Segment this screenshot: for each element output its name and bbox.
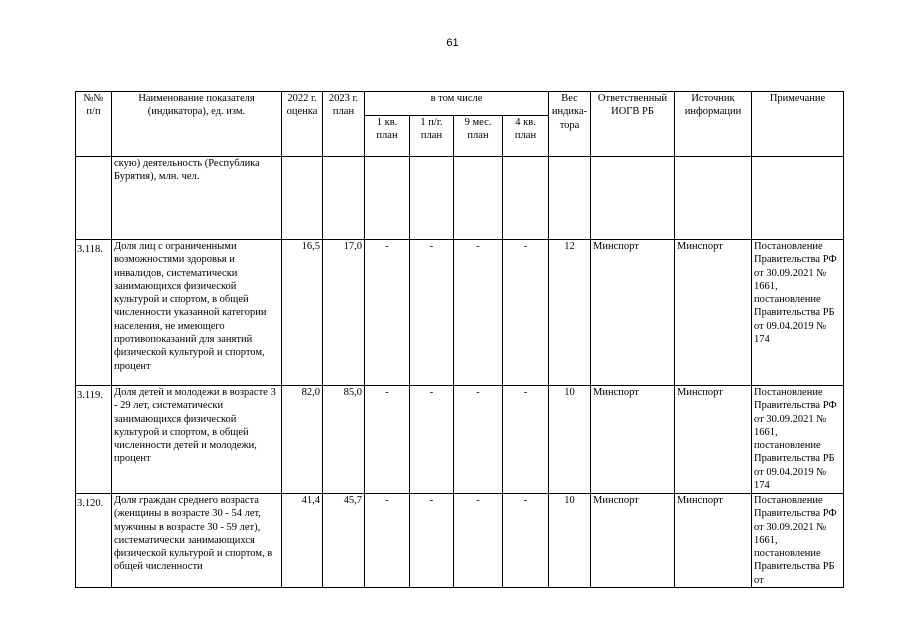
- row-2023: 45,7: [323, 494, 365, 588]
- row-id: 3.120.: [76, 494, 112, 588]
- header-h1: 1 п/г. план: [410, 116, 454, 157]
- header-q4: 4 кв. план: [503, 116, 549, 157]
- header-2022: 2022 г. оценка: [282, 92, 323, 157]
- row-2023: [323, 157, 365, 240]
- row-q1: -: [365, 386, 410, 494]
- row-name: Доля граждан среднего возраста (женщины в возрасте 30 - 54 лет, мужчины в возрасте 30 - 59 лет), систематически занимающихся физической культурой и спортом, в общей численности: [112, 494, 282, 588]
- row-2022: 82,0: [282, 386, 323, 494]
- header-weight: Вес индика-тора: [549, 92, 591, 157]
- row-note: [752, 157, 844, 240]
- table-row: [76, 386, 844, 494]
- row-source: [675, 157, 752, 240]
- row-q1: -: [365, 494, 410, 588]
- row-weight: [549, 157, 591, 240]
- row-h1: [410, 157, 454, 240]
- row-9m: -: [454, 386, 503, 494]
- row-h1: -: [410, 494, 454, 588]
- row-9m: [454, 157, 503, 240]
- row-id: 3.119.: [76, 386, 112, 494]
- table-row: [76, 157, 844, 240]
- row-weight: 10: [549, 386, 591, 494]
- header-source: Источник информации: [675, 92, 752, 157]
- table-row: [76, 240, 844, 386]
- row-q4: -: [503, 386, 549, 494]
- row-source: Минспорт: [675, 240, 752, 386]
- row-note: Постановление Правительства РФ от 30.09.2021 № 1661, постановление Правительства РБ от: [752, 494, 844, 588]
- row-name: Доля лиц с ограниченными возможностями здоровья и инвалидов, систематически занимающихся физической культурой и спортом, в общей численности указанной категории населения, не имеющего противопоказаний для занятий физической культурой и спортом, процент: [112, 240, 282, 386]
- row-responsible: Минспорт: [591, 494, 675, 588]
- row-id: 3.118.: [76, 240, 112, 386]
- row-q1: -: [365, 240, 410, 386]
- row-responsible: Минспорт: [591, 240, 675, 386]
- header-note: Примечание: [752, 92, 844, 157]
- row-q4: -: [503, 240, 549, 386]
- row-note: Постановление Правительства РФ от 30.09.2021 № 1661, постановление Правительства РБ от 09.04.2019 № 174: [752, 386, 844, 494]
- header-num: №№ п/п: [76, 92, 112, 157]
- row-2022: 41,4: [282, 494, 323, 588]
- row-9m: -: [454, 494, 503, 588]
- row-q1: [365, 157, 410, 240]
- header-group: в том числе: [365, 92, 549, 116]
- row-2022: 16,5: [282, 240, 323, 386]
- row-responsible: [591, 157, 675, 240]
- header-2023: 2023 г. план: [323, 92, 365, 157]
- row-2023: 85,0: [323, 386, 365, 494]
- row-responsible: Минспорт: [591, 386, 675, 494]
- row-2022: [282, 157, 323, 240]
- page-number: 61: [446, 37, 459, 49]
- row-9m: -: [454, 240, 503, 386]
- row-note: Постановление Правительства РФ от 30.09.2021 № 1661, постановление Правительства РБ от 09.04.2019 № 174: [752, 240, 844, 386]
- header-q1: 1 кв. план: [365, 116, 410, 157]
- header-9m: 9 мес. план: [454, 116, 503, 157]
- header-row: [76, 92, 844, 116]
- row-weight: 12: [549, 240, 591, 386]
- row-id: [76, 157, 112, 240]
- row-h1: -: [410, 240, 454, 386]
- row-weight: 10: [549, 494, 591, 588]
- header-name: Наименование показателя (индикатора), ед. изм.: [112, 92, 282, 157]
- row-source: Минспорт: [675, 386, 752, 494]
- row-h1: -: [410, 386, 454, 494]
- indicators-table: [75, 91, 844, 588]
- row-name: Доля детей и молодежи в возрасте 3 - 29 лет, систематически занимающихся физической культурой и спортом, в общей численности детей и молодежи, процент: [112, 386, 282, 494]
- row-q4: -: [503, 494, 549, 588]
- table-row: [76, 494, 844, 588]
- row-2023: 17,0: [323, 240, 365, 386]
- row-q4: [503, 157, 549, 240]
- header-responsible: Ответственный ИОГВ РБ: [591, 92, 675, 157]
- row-source: Минспорт: [675, 494, 752, 588]
- row-name: скую) деятельность (Республика Бурятия), млн. чел.: [112, 157, 282, 240]
